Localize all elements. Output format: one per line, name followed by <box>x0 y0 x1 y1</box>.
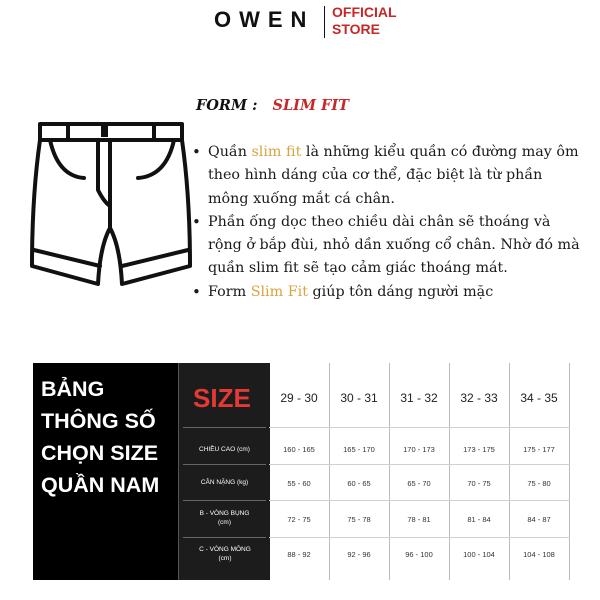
table-title-block <box>33 363 178 580</box>
form-value: SLIM FIT <box>272 97 349 114</box>
row-divider <box>269 464 570 465</box>
table-cell: 55 - 60 <box>287 479 311 488</box>
size-table <box>33 363 570 580</box>
table-cell: 70 - 75 <box>467 479 491 488</box>
description-list <box>190 141 585 304</box>
bullet-highlight: Slim Fit <box>250 283 308 300</box>
official-store-line1: OFFICIAL <box>332 4 397 20</box>
table-title-line: CHỌN SIZE <box>41 441 159 465</box>
size-column-header: 32 - 33 <box>460 391 498 405</box>
table-title-line: BẢNG <box>41 377 105 401</box>
header <box>0 0 600 42</box>
row-label-height: CHIỀU CAO (cm) <box>199 446 250 453</box>
bullet-text: giúp tôn dáng người mặc <box>307 283 494 300</box>
table-cell: 92 - 96 <box>347 550 371 559</box>
table-cell: 72 - 75 <box>287 515 311 524</box>
brand-logo-owen: OWEN <box>214 7 315 32</box>
row-divider <box>269 537 570 538</box>
bullet-text: Quần <box>208 144 252 160</box>
list-item <box>190 281 585 304</box>
table-cell: 104 - 108 <box>523 550 555 559</box>
size-column-header: 30 - 31 <box>340 391 378 405</box>
table-title-line: QUẦN NAM <box>41 473 160 497</box>
row-label-hip: C - VÒNG MÔNG (cm) <box>199 546 251 562</box>
table-cell: 96 - 100 <box>405 550 433 559</box>
table-title <box>41 373 159 501</box>
table-cell: 81 - 84 <box>467 515 491 524</box>
form-label: FORM : <box>196 97 258 114</box>
table-cell: 78 - 81 <box>407 515 431 524</box>
row-divider <box>183 500 266 501</box>
list-item <box>190 211 585 281</box>
row-label-weight: CÂN NẶNG (kg) <box>200 479 249 486</box>
table-cell: 75 - 80 <box>527 479 551 488</box>
size-column-header: 31 - 32 <box>400 391 438 405</box>
table-cell: 165 - 170 <box>343 445 375 454</box>
row-divider <box>269 427 570 428</box>
row-divider <box>183 537 266 538</box>
bullet-text: Form <box>208 283 251 300</box>
form-heading <box>196 97 349 114</box>
official-store-label <box>332 4 397 38</box>
table-cell: 160 - 165 <box>283 445 315 454</box>
table-cell: 75 - 78 <box>347 515 371 524</box>
table-cell: 100 - 104 <box>463 550 495 559</box>
brand-divider <box>324 6 325 38</box>
table-cell: 175 - 177 <box>523 445 555 454</box>
table-cell: 170 - 173 <box>403 445 435 454</box>
table-cell: 60 - 65 <box>347 479 371 488</box>
bullet-text: Phần ống dọc theo chiều dài chân sẽ thoáng và rộng ở bắp đùi, nhỏ dần xuống cổ chân. Nhờ đó mà quần slim fit sẽ tạo cảm giác thoáng mát. <box>208 213 580 277</box>
size-header-block <box>178 363 270 580</box>
table-cell: 65 - 70 <box>407 479 431 488</box>
row-divider <box>183 464 266 465</box>
list-item <box>190 141 585 211</box>
row-label-waist: B - VÒNG BỤNG (cm) <box>199 510 250 526</box>
table-title-line: THÔNG SỐ <box>41 409 156 433</box>
bullet-text: là những kiểu quần có đường may ôm theo hình dáng của cơ thể, đặc biệt là từ phần mông xuống mắt cá chân. <box>208 144 579 207</box>
bullet-highlight: slim fit <box>251 144 302 160</box>
table-cell: 88 - 92 <box>287 550 311 559</box>
official-store-line2: STORE <box>332 21 380 37</box>
row-divider <box>269 500 570 501</box>
table-cell: 173 - 175 <box>463 445 495 454</box>
size-word: SIZE <box>193 383 251 413</box>
row-divider <box>183 427 266 428</box>
size-column-header: 34 - 35 <box>520 391 558 405</box>
table-cell: 84 - 87 <box>527 515 551 524</box>
column-divider <box>569 363 570 580</box>
size-column-header: 29 - 30 <box>280 391 318 405</box>
shorts-icon <box>28 116 196 292</box>
